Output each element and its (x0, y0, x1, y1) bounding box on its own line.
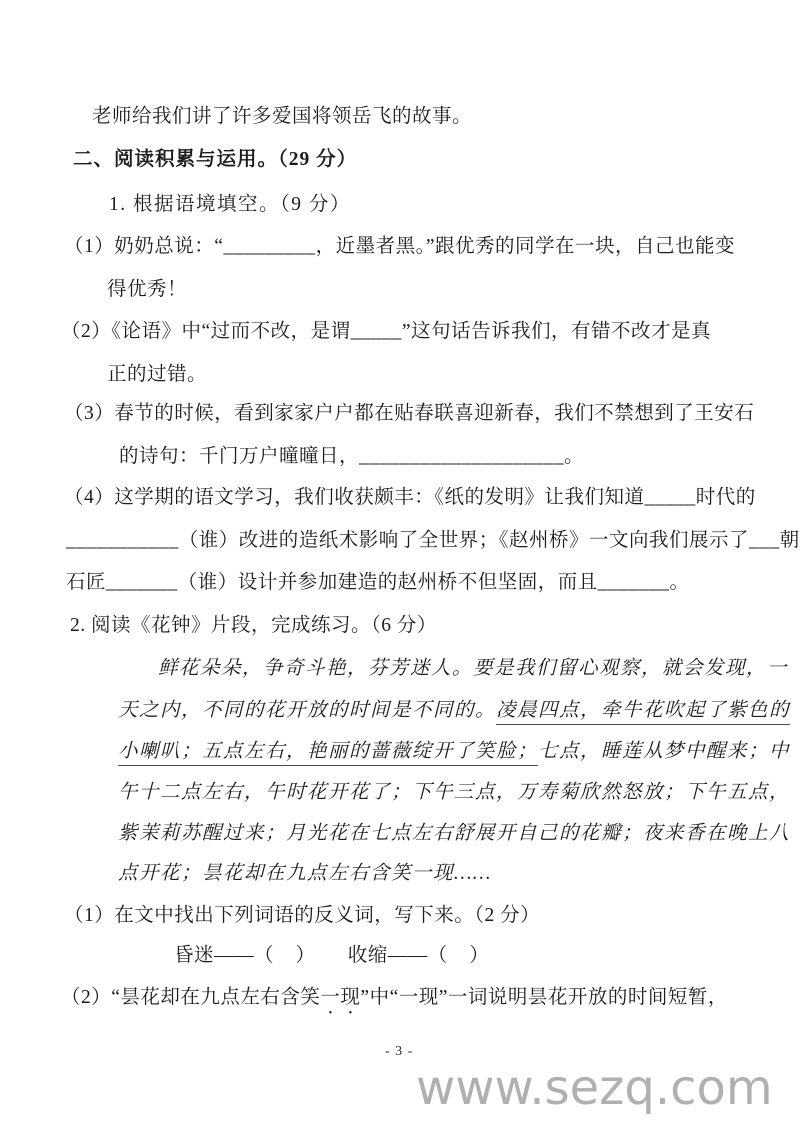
q2-title: 2. 阅读《花钟》片段，完成练习。（6 分） (70, 615, 437, 636)
q1-item4-line1: （4）这学期的语文学习，我们收获颇丰：《纸的发明》让我们知道_____时代的 (64, 487, 756, 508)
passage-line-2-underlined: 凌晨四点，牵牛花吹起了紫色的 (496, 700, 790, 725)
passage-line-3 (118, 741, 790, 763)
q1-item3-line2: 的诗句：千门万户曈曈日，____________________。 (119, 446, 585, 467)
passage-line-1: 鲜花朵朵，争奇斗艳，芬芳迷人。要是我们留心观察，就会发现，一 (158, 658, 789, 679)
q1-item1-line1: （1）奶奶总说：“_________，近墨者黑。”跟优秀的同学在一块，自己也能变 (64, 236, 736, 257)
q1-item1-line2: 得优秀！ (107, 279, 188, 300)
section-2-heading: 二、阅读积累与运用。（29 分） (73, 149, 358, 170)
passage-line-3-plain: 七点，睡莲从梦中醒来；中 (538, 741, 791, 762)
q2-sub2 (61, 987, 728, 1019)
intro-sentence: 老师给我们讲了许多爱国将领岳飞的故事。 (92, 106, 473, 127)
q1-item4-line3: 石匠_______（谁）设计并参加建造的赵州桥不但坚固，而且_______。 (66, 572, 690, 593)
page-number: - 3 - (385, 1044, 414, 1059)
q1-title: 1. 根据语境填空。（9 分） (109, 194, 351, 215)
q1-item2-line1: （2）《论语》中“过而不改，是谓_____”这句话告诉我们，有错不改才是真 (61, 321, 712, 342)
q2-sub2-pre: （2）“昙花却在九点左右含笑 (61, 987, 321, 1008)
q2-sub1: （1）在文中找出下列词语的反义词，写下来。（2 分） (64, 905, 541, 926)
passage-line-5: 紫茉莉苏醒过来；月光花在七点左右舒展开自己的花瓣；夜来香在晚上八 (118, 823, 791, 844)
passage-line-3-underlined: 小喇叭；五点左右，艳丽的蔷薇绽开了笑脸； (118, 741, 538, 766)
passage-line-6: 点开花；昙花却在九点左右含笑一现…… (118, 863, 492, 884)
q1-item2-line2: 正的过错。 (107, 364, 208, 385)
passage-line-4: 午十二点左右，午时花开花了；下午三点，万寿菊欣然怒放；下午五点， (118, 782, 791, 803)
passage-line-2-plain: 天之内，不同的花开放的时间是不同的。 (118, 700, 497, 721)
watermark: www.sezq.com (416, 1060, 773, 1116)
q1-item4-line2: ___________（谁）改进的造纸术影响了全世界；《赵州桥》一文向我们展示了___朝 (66, 530, 800, 551)
q1-item3-line1: （3）春节的时候，看到家家户户都在贴春联喜迎新春，我们不禁想到了王安石 (64, 403, 755, 424)
q2-sub2-post: ”中“一现”一词说明昙花开放的时间短暂， (360, 987, 728, 1008)
q2-sub2-emphasized-word: 一现 (320, 987, 361, 1008)
q2-antonym-blanks: 昏迷——（ ） 收缩——（ ） (174, 945, 490, 966)
passage-line-2 (118, 700, 790, 722)
